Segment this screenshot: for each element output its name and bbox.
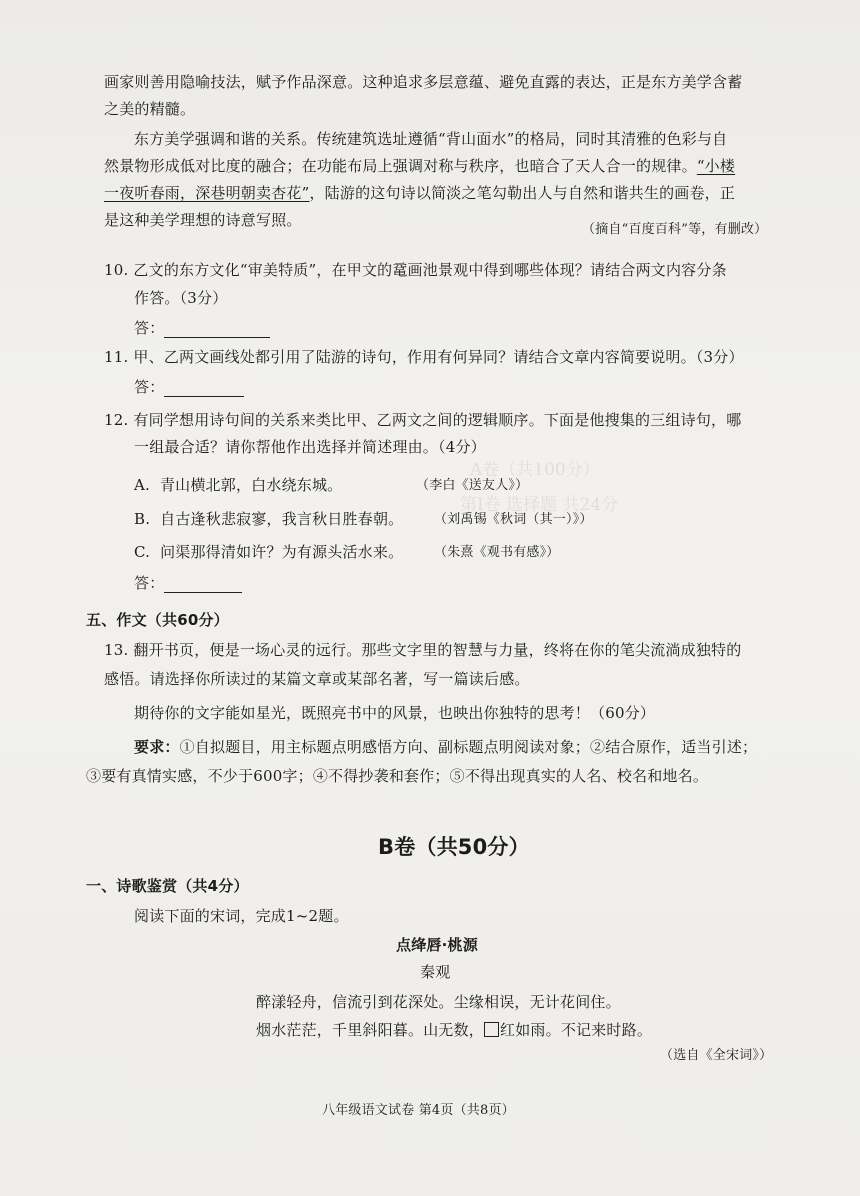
passage-line: 东方美学强调和谐的关系。传统建筑选址遵循“背山面水”的格局，同时其清雅的色彩与自 bbox=[134, 130, 728, 148]
page-footer: 八年级语文试卷 第4页（共8页） bbox=[322, 1103, 515, 1118]
question-13: 13. 翻开书页，便是一场心灵的远行。那些文字里的智慧与力量，终将在你的笔尖流淌成独特的 bbox=[104, 641, 742, 659]
answer-11-blank[interactable] bbox=[164, 380, 244, 397]
poem-title: 点绛唇·桃源 bbox=[396, 936, 478, 954]
missing-character-box bbox=[484, 1022, 499, 1037]
question-10: 10. 乙文的东方文化“审美特质”，在甲文的鼋画池景观中得到哪些体现？请结合两文内容分条 bbox=[104, 261, 727, 279]
question-13-line2: 感悟。请选择你所读过的某篇文章或某部名著，写一篇读后感。 bbox=[104, 670, 530, 688]
option-c: C. 问渠那得清如许？为有源头活水来。 bbox=[134, 543, 404, 561]
poem-instruction: 阅读下面的宋词，完成1~2题。 bbox=[134, 907, 349, 925]
option-b: B. 自古逢秋悲寂寥，我言秋日胜春朝。 bbox=[134, 510, 404, 528]
part-b-section-1-title: 一、诗歌鉴赏（共4分） bbox=[86, 877, 249, 895]
question-13-line3: 期待你的文字能如星光，既照亮书中的风景，也映出你独特的思考！（60分） bbox=[134, 704, 656, 722]
passage-source: （摘自“百度百科”等，有删改） bbox=[582, 222, 768, 237]
question-12: 12. 有同学想用诗句间的关系来类比甲、乙两文之间的逻辑顺序。下面是他搜集的三组诗句，哪 bbox=[104, 411, 742, 429]
answer-12-blank[interactable] bbox=[164, 576, 242, 593]
passage-line: 然景物形成低对比度的融合；在功能布局上强调对称与秩序，也暗合了天人合一的规律。“小楼 bbox=[104, 157, 736, 175]
underlined-quote: 一夜听春雨，深巷明朝卖杏花” bbox=[104, 184, 310, 202]
section-5-title: 五、作文（共60分） bbox=[86, 611, 229, 629]
underlined-quote: “小楼 bbox=[696, 157, 736, 175]
question-10-line2: 作答。（3分） bbox=[134, 289, 228, 307]
poem-source: （选自《全宋词》） bbox=[660, 1048, 773, 1063]
option-b-source: （刘禹锡《秋词（其一）》） bbox=[434, 512, 593, 527]
option-a: A. 青山横北郭，白水绕东城。 bbox=[134, 476, 343, 494]
poem-author: 秦观 bbox=[420, 963, 451, 981]
passage-line: 是这种美学理想的诗意写照。 bbox=[104, 211, 302, 229]
composition-requirements-line2: ③要有真情实感，不少于600字；④不得抄袭和套作；⑤不得出现真实的人名、校名和地名。 bbox=[86, 767, 709, 785]
part-b-title: B卷（共50分） bbox=[378, 835, 530, 859]
poem-line-2: 烟水茫茫，千里斜阳暮。山无数， 红如雨。不记来时路。 bbox=[256, 1021, 653, 1039]
composition-requirements: 要求：①自拟题目，用主标题点明感悟方向、副标题点明阅读对象；②结合原作，适当引述； bbox=[134, 738, 758, 756]
passage-line: 一夜听春雨，深巷明朝卖杏花”，陆游的这句诗以简淡之笔勾勒出人与自然和谐共生的画卷，正 bbox=[104, 184, 736, 202]
bleed-through-text: A卷（共100分） bbox=[470, 460, 600, 480]
question-11: 11. 甲、乙两文画线处都引用了陆游的诗句，作用有何异同？请结合文章内容简要说明。（3分） bbox=[104, 348, 744, 366]
option-a-source: （李白《送友人》） bbox=[416, 478, 529, 493]
passage-line: 画家则善用隐喻技法，赋予作品深意。这种追求多层意蕴、避免直露的表达，正是东方美学含蓄 bbox=[104, 73, 743, 91]
answer-10-blank[interactable] bbox=[164, 321, 270, 338]
bleed-through-text: 第Ⅰ卷 选择题 共24分 bbox=[460, 495, 619, 515]
answer-10: 答： bbox=[134, 318, 270, 338]
question-12-line2: 一组最合适？请你帮他作出选择并简述理由。（4分） bbox=[134, 438, 486, 456]
passage-line: 之美的精髓。 bbox=[104, 100, 196, 118]
answer-11: 答： bbox=[134, 377, 244, 397]
poem-line-1: 醉漾轻舟，信流引到花深处。尘缘相误，无计花间住。 bbox=[256, 993, 621, 1011]
option-c-source: （朱熹《观书有感》） bbox=[434, 545, 560, 560]
answer-12: 答： bbox=[134, 573, 242, 593]
